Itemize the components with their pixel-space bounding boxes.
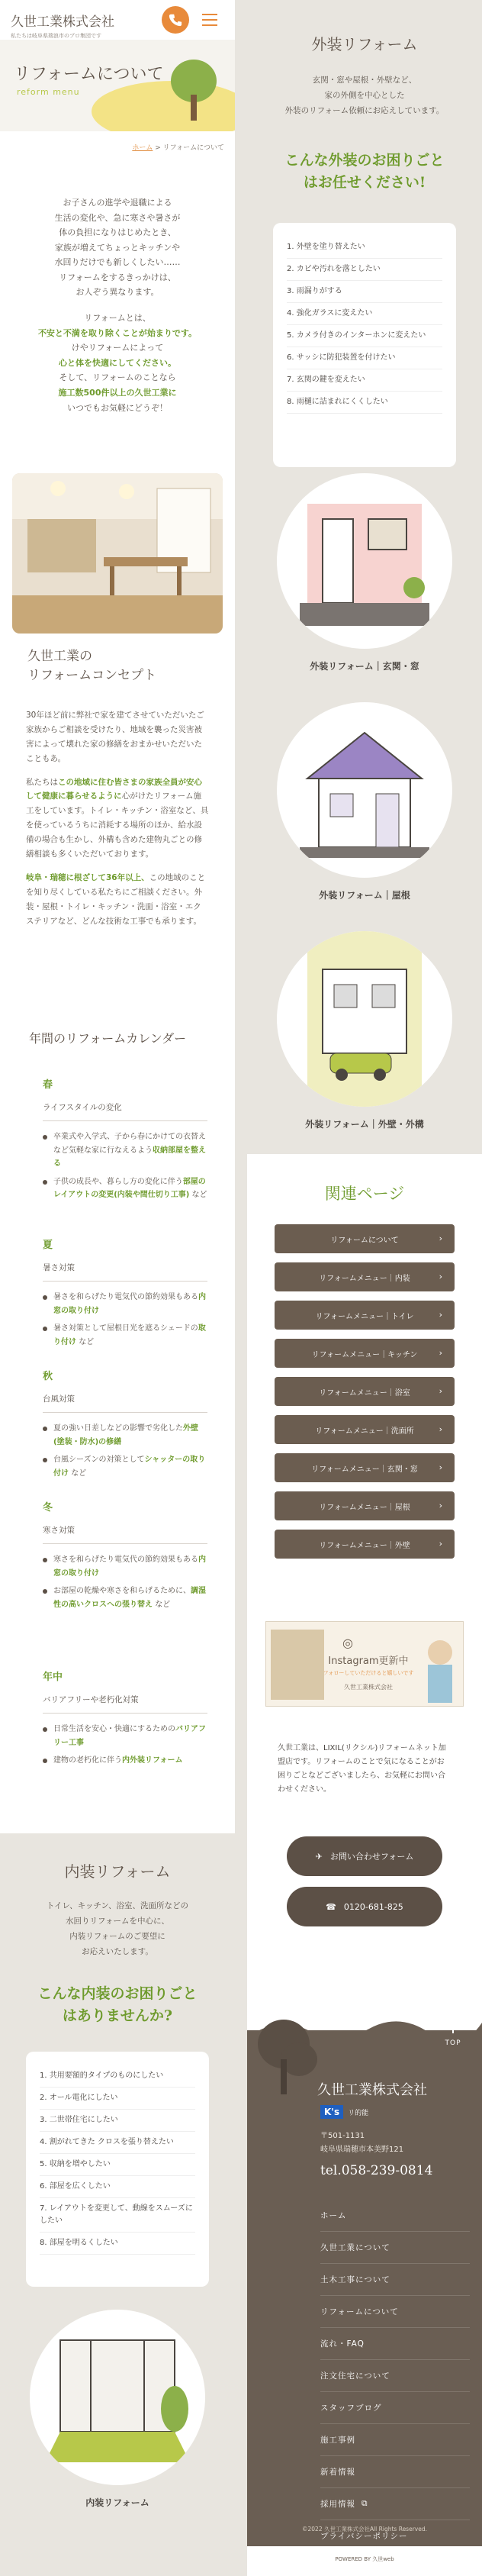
item-highlight: バリアフリー工事 [53,1725,206,1747]
concept-highlight: 岐阜・瑞穂に根ざして36年以上、 [26,872,149,882]
arrow-up-icon [444,2013,462,2035]
season-item [43,1585,207,1611]
concept-text: 私たちは [26,777,58,787]
instagram-icon: ◎ [342,1636,353,1650]
problem-item: 8. 部屋を明るくしたい [40,2233,195,2255]
back-to-top-label: TOP [445,2039,461,2047]
related-link-label: リフォームメニュー｜キッチン [311,1350,418,1359]
related-link-kitchen[interactable] [275,1339,455,1368]
item-text: 子供の成長や、暮らし方の変化に伴う [53,1177,183,1186]
intro-text [14,195,221,415]
related-link-label: リフォームメニュー｜洗面所 [315,1427,414,1436]
back-to-top-button[interactable] [430,2013,476,2061]
item-highlight: 調湿性の高いクロスへの張り替え [53,1587,206,1609]
paper-plane-icon: ✈ [315,1851,323,1862]
season-subtitle: バリアフリーや老朽化対策 [43,1694,207,1714]
related-link-label: リフォームメニュー｜トイレ [315,1312,414,1321]
interior-desc [0,1899,235,1960]
footer-nav-item[interactable]: 久世工業について [320,2232,470,2264]
desc-line: 家の外側を中心とした [324,90,405,100]
exterior-entrance-illustration [277,473,452,649]
item-text: 暑さ対策として屋根日光を遮るシェードの [53,1324,198,1333]
concept-title [27,647,156,685]
exterior-desc [247,73,482,119]
season-name: 春 [43,1079,53,1091]
intro-line: 体の負担になりはじめたとき、 [59,227,176,238]
footer-badge-sub: リ的能 [348,2109,369,2117]
footer-nav-item[interactable]: 流れ・FAQ [320,2328,470,2360]
season-item [43,1175,207,1202]
problem-item: 2. カビや汚れを落としたい [287,259,442,281]
question-line: こんな外装のお困りごと [284,152,445,169]
exterior-entrance-caption: 外装リフォーム｜玄関・窓 [310,661,419,672]
season-item [43,1553,207,1580]
question-line: はお任せください! [303,173,426,191]
logo-tagline: 私たちは岐阜県瑞浪市のプロ集団です [11,33,101,39]
footer-nav-item[interactable]: 施工事例 [320,2424,470,2456]
problem-item: 4. 強化ガラスに変えたい [287,303,442,325]
instagram-brand: 久世工業株式会社 [344,1684,393,1691]
breadcrumb [132,142,224,152]
season-item [43,1754,207,1768]
problem-item: 3. 二世帯住宅にしたい [40,2110,195,2132]
logo-text: 久世工業株式会社 [11,15,114,30]
site-logo[interactable] [11,11,114,40]
intro-line: けやリフォームによって [71,343,164,353]
interior-problems-list [26,2052,209,2287]
desc-line: お応えいたします。 [82,1946,153,1956]
problem-item: 8. 雨樋に詰まれにくくしたい [287,392,442,414]
season-summer [43,1236,207,1353]
exterior-title: 外装リフォーム [311,35,418,53]
contact-phone-button[interactable] [287,1887,442,1926]
right-column [247,0,482,2576]
intro-line: 水回りだけでも新しくしたい…… [54,257,181,268]
desc-line: トイレ、キッチン、浴室、洗面所などの [46,1901,189,1910]
item-text: 寒さを和らげたり電気代の節約効果もある [53,1556,198,1564]
contact-form-button[interactable] [287,1836,442,1876]
footer-addr: 岐阜県瑞穂市本美野121 [320,2146,404,2154]
intro-line: そして、リフォームのことなら [59,372,176,383]
item-text: お部屋の乾燥や寒さを和らげるために、 [53,1587,191,1595]
footer-zip: 〒501-1131 [320,2132,365,2140]
chevron-right-icon: › [439,1501,442,1510]
related-link-wall[interactable] [275,1530,455,1559]
footer-credit-strip [247,2546,482,2576]
intro-line: 生活の変化や、急に寒さや暑さが [54,212,181,223]
footer-tel[interactable]: tel.058-239-0814 [320,2163,433,2178]
footer-nav-item[interactable]: 注文住宅について [320,2360,470,2392]
item-text: 暑さを和らげたり電気代の節約効果もある [53,1293,198,1301]
item-text: 夏の強い日差しなどの影響で劣化した [53,1424,183,1433]
season-name: 冬 [43,1502,53,1514]
tree-icon [253,2013,322,2097]
season-item [43,1422,207,1449]
calendar-title: 年間のリフォームカレンダー [29,1031,187,1046]
item-highlight: 取り付け [53,1324,206,1346]
problem-item: 2. オール電化にしたい [40,2088,195,2110]
problem-item: 1. 外壁を塗り替えたい [287,237,442,259]
page-title: リフォームについて [14,65,164,84]
exterior-roof-caption: 外装リフォーム｜屋根 [319,890,410,901]
interior-question [0,1983,235,2026]
season-subtitle: ライフスタイルの変化 [43,1101,207,1121]
interior-title: 内装リフォーム [64,1862,171,1881]
season-item [43,1453,207,1480]
concept-paragraph [26,775,209,862]
season-subtitle: 寒さ対策 [43,1524,207,1544]
site-header [0,0,235,40]
question-line: こんな内装のお困りごと [37,1985,198,2002]
chevron-right-icon: › [439,1424,442,1434]
related-link-roof[interactable] [275,1491,455,1520]
breadcrumb-separator: > [155,144,161,152]
item-highlight: 外壁(塗装・防水)の修繕 [53,1424,198,1446]
item-text: など [191,1191,207,1199]
problem-item: 6. サッシに防犯装置を付けたい [287,347,442,369]
site-footer [247,2030,482,2576]
related-link-label: リフォームメニュー｜内装 [319,1274,410,1283]
problem-item: 3. 雨漏りがする [287,281,442,303]
season-name: 年中 [43,1672,63,1683]
item-highlight: 内外装リフォーム [122,1756,183,1765]
season-name: 夏 [43,1240,53,1251]
instagram-banner[interactable] [265,1621,464,1707]
season-subtitle: 台風対策 [43,1393,207,1413]
item-highlight: 部屋のレイアウトの変更(内装や間仕切り工事) [53,1177,206,1199]
phone-icon[interactable] [162,6,189,34]
problem-item: 5. カメラ付きのインターホンに変えたい [287,325,442,347]
desc-line: 玄関・窓や屋根・外壁など、 [312,76,417,85]
tree-icon [163,55,224,124]
problem-item: 4. 割がれてきた クロスを張り替えたい [40,2132,195,2154]
page-subtitle-en: reform menu [17,87,80,97]
related-link-washroom[interactable] [275,1415,455,1444]
footer-nav-item[interactable] [320,2488,470,2520]
exterior-problems-list [273,223,456,467]
item-text: など [79,1337,95,1346]
season-item [43,1291,207,1317]
copyright: ©2022 久世工業株式会社All Rights Reserved. [302,2526,427,2532]
problem-item: 5. 収納を増やしたい [40,2154,195,2176]
instagram-title: Instagram更新中 [328,1656,409,1667]
footer-nav [320,2200,470,2552]
season-name: 秋 [43,1371,53,1382]
hamburger-menu-icon[interactable] [197,8,223,32]
exterior-wall-caption: 外装リフォーム｜外壁・外構 [305,1119,424,1130]
footer-badge [320,2105,368,2119]
exterior-question [247,150,482,193]
question-line: はありませんか? [62,2007,173,2024]
problem-item: 7. 玄関の鍵を変えたい [287,369,442,392]
instagram-subtitle: フォローしていただけると嬉しいです [323,1670,414,1676]
item-text: 日常生活を安心・快適にするための [53,1725,175,1733]
interior-photo [12,473,223,634]
footer-address [320,2129,403,2157]
intro-line: 家族が増えてちょっとキッチンや [54,242,181,253]
footer-nav-label: 採用情報 [320,2500,355,2509]
intro-line: リフォームをするきっかけは、 [59,272,176,282]
season-winter [43,1499,207,1616]
concept-body [26,708,209,937]
intro-highlight: 不安と不満を取り除くことが始まりです。 [37,327,198,338]
left-column [0,0,235,2576]
chevron-right-icon: › [439,1462,442,1472]
item-text: 建物の老朽化に伴う [53,1756,122,1765]
footer-badge-mark: K's [320,2105,343,2119]
footer-nav-item[interactable]: プライバシーポリシー [320,2520,470,2552]
chevron-right-icon: › [439,1539,442,1549]
related-link-bath[interactable] [275,1377,455,1406]
concept-title-line: リフォームコンセプト [27,667,157,683]
desc-line: 外装のリフォーム依頼にお応えしています。 [284,105,445,115]
item-text: など [155,1600,171,1609]
item-highlight: 収納部屋を整える [53,1146,206,1168]
concept-text: この地域のことを知り尽くしている私たちにご相談ください。外装・屋根・トイレ・キッチン・洗面・浴室・エクステリアなど、どんな技術な工事でも承ります。 [26,872,206,926]
intro-line: お人ぞう異なります。 [76,287,159,298]
intro-line: リフォームとは、 [84,313,151,324]
item-text: 台風シーズンの対策として [53,1456,145,1464]
concept-title-line: 久世工業の [27,649,92,664]
footer-nav-item[interactable]: リフォームについて [320,2296,470,2328]
exterior-roof-illustration [277,702,452,878]
related-title: 関連ページ [324,1185,405,1203]
contact-box [265,1726,464,1963]
season-autumn [43,1368,207,1485]
chevron-right-icon: › [439,1348,442,1358]
related-link-label: リフォームメニュー｜浴室 [319,1388,410,1398]
season-yearround [43,1668,207,1772]
footer-nav-item[interactable]: ホーム [320,2200,470,2232]
exterior-wall-illustration [277,931,452,1107]
item-text: 卒業式や入学式、子から春にかけての衣替え など気軽な家に行なえるよう [53,1133,206,1155]
related-link-label: リフォームメニュー｜玄関・窓 [311,1465,418,1474]
item-highlight: 内窓の取り付け [53,1556,206,1578]
related-link-reform[interactable] [275,1224,455,1253]
footer-nav-item[interactable]: 土木工事について [320,2264,470,2296]
chevron-right-icon: › [439,1386,442,1396]
desc-line: 内装リフォームのご要望に [69,1931,165,1941]
concept-highlight: この地域に住む皆さまの家族全員が安心して健康に暮らせるように [26,777,202,801]
external-link-icon: ⧉ [362,2499,368,2508]
concept-text: 心がけたリフォーム施工をしています。トイレ・キッチン・浴室など、具を使っているうちに消耗する場所のほか、給水設備の場合も生かし、外構も含めた建物丸ごとの修繕相談も多くいただいております。 [26,791,209,859]
problem-item: 1. 共用要額的タイプのものにしたい [40,2065,195,2088]
chevron-right-icon: › [439,1233,442,1243]
hero-banner [0,40,235,131]
season-item [43,1723,207,1749]
intro-highlight: 施工数500件以上の久世工業に [58,387,177,398]
breadcrumb-current: リフォームについて [162,144,224,152]
item-text: など [71,1469,87,1478]
chevron-right-icon: › [439,1272,442,1282]
item-highlight: シャッターの取り付け [53,1456,206,1478]
footer-brand: 久世工業株式会社 [317,2082,427,2098]
season-item [43,1322,207,1349]
contact-phone-label: 0120-681-825 [343,1901,403,1912]
interior-section [0,1833,235,2576]
contact-text: 久世工業は、LIXIL(リクシル)リフォームネット加盟店です。リフォームのことで気になることがお困りごとなどございましたら、お気軽にお問い合わせください。 [278,1744,446,1794]
intro-line: いつでもお気軽にどうぞ！ [67,402,168,413]
problem-item: 6. 部屋を広くしたい [40,2176,195,2198]
footer-credit: POWERED BY 久世web [335,2556,394,2562]
desc-line: 水回りリフォームを中心に、 [66,1916,169,1926]
concept-paragraph [26,871,209,929]
problem-item: 7. レイアウトを変更して、動線をスムーズにしたい [40,2198,195,2233]
related-link-interior[interactable] [275,1262,455,1291]
breadcrumb-home-link[interactable]: ホーム [132,144,153,152]
season-spring [43,1076,207,1207]
chevron-right-icon: › [439,1310,442,1320]
interior-illustration-caption: 内装リフォーム [85,2497,149,2508]
footer-nav-item[interactable]: 新着情報 [320,2456,470,2488]
intro-highlight: 心と体を快適にしてください。 [59,357,176,368]
intro-line: お子さんの進学や退職による [63,198,172,208]
related-link-label: リフォームメニュー｜外壁 [319,1541,410,1550]
contact-form-label: お問い合わせフォーム [329,1852,414,1862]
concept-paragraph: 30年ほど前に弊社で家を建てさせていただいたご家族からご相談を受けたり、地域を襲った災害被害によって壊れた家の修繕をおまかせいただいたこともあ。 [26,711,204,763]
related-link-label: リフォームについて [330,1236,399,1245]
item-highlight: 内窓の取り付け [53,1293,206,1315]
phone-icon: ☎ [326,1901,336,1912]
season-item [43,1130,207,1171]
related-link-label: リフォームメニュー｜屋根 [319,1503,410,1512]
season-subtitle: 暑さ対策 [43,1262,207,1282]
interior-illustration [30,2310,205,2485]
related-link-entrance[interactable] [275,1453,455,1482]
calendar-section [0,1001,235,1833]
footer-nav-item[interactable]: スタッフブログ [320,2392,470,2424]
related-link-toilet[interactable] [275,1301,455,1330]
